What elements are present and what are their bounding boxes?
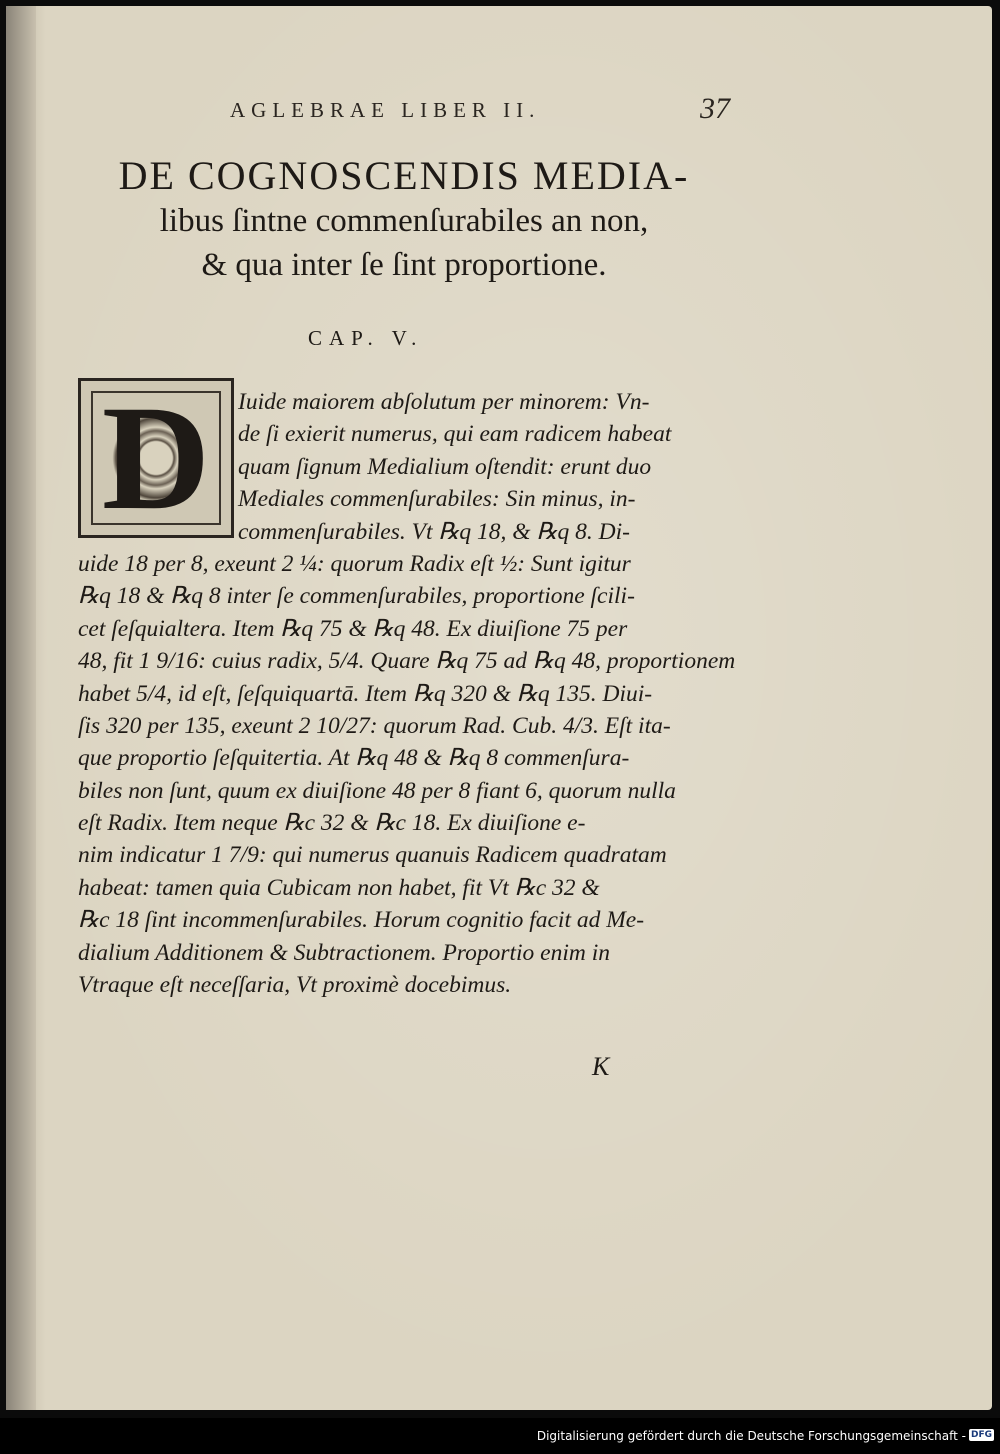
body-line: cet ſeſquialtera. Item ℞q 75 & ℞q 48. Ex diuiſione 75 per [78, 615, 628, 642]
funding-credit: Digitalisierung gefördert durch die Deutsche Forschungsgemeinschaft - [536, 1429, 966, 1443]
body-line: Vtraque eſt neceſſaria, Vt proximè docebimus. [78, 972, 512, 999]
body-line: commenſurabiles. Vt ℞q 18, & ℞q 8. Di- [238, 518, 630, 545]
body-line: uide 18 per 8, exeunt 2 ¼: quorum Radix eſt ½: Sunt igitur [78, 550, 631, 577]
decorated-initial [78, 375, 234, 541]
body-line: habeat: tamen quia Cubicam non habet, fit Vt ℞c 32 & [78, 874, 600, 901]
body-line: Iuide maiorem abſolutum per minorem: Vn- [238, 389, 650, 415]
initial-letter: D [101, 375, 211, 541]
body-line: que proportio ſeſquitertia. At ℞q 48 & ℞q 8 commenſura- [78, 745, 630, 772]
title-line-2: libus ſintne commenſurabiles an non, [159, 203, 649, 239]
page-gutter [6, 6, 36, 1410]
body-line: Mediales commenſurabiles: Sin minus, in- [238, 486, 636, 513]
title-line-1: DE COGNOSCENDIS MEDIA- [118, 153, 690, 198]
body-line: habet 5/4, id eſt, ſeſquiquartā. Item ℞q 320 & ℞q 135. Diui- [78, 680, 653, 707]
dfg-logo-icon: DFG [970, 1430, 992, 1440]
chapter-title [84, 152, 724, 287]
body-line: quam ſignum Medialium oſtendit: erunt duo [238, 453, 652, 480]
footer-bar [0, 1418, 1000, 1454]
running-head: AGLEBRAE LIBER II. [230, 98, 541, 122]
body-line: nim indicatur 1 7/9: qui numerus quanuis Radicem quadratam [78, 842, 667, 869]
title-line-3: & qua inter ſe ſint proportione. [201, 247, 607, 283]
body-line: de ſi exierit numerus, qui eam radicem habeat [238, 421, 672, 448]
body-line: eſt Radix. Item neque ℞c 32 & ℞c 18. Ex diuiſione e- [78, 810, 586, 837]
body-line: biles non ſunt, quum ex diuiſione 48 per 8 fiant 6, quorum nulla [78, 777, 676, 804]
body-line: dialium Additionem & Subtractionem. Proportio enim in [78, 939, 610, 966]
body-line: ſis 320 per 135, exeunt 2 10/27: quorum Rad. Cub. 4/3. Eſt ita- [78, 712, 671, 739]
chapter-number: CAP. V. [308, 326, 424, 350]
body-line: ℞q 18 & ℞q 8 inter ſe commenſurabiles, proportione ſcili- [78, 583, 635, 610]
page-number: 37 [700, 92, 730, 125]
body-line: 48, fit 1 9/16: cuius radix, 5/4. Quare ℞q 75 ad ℞q 48, proportionem [78, 648, 736, 675]
catchword: K [592, 1052, 610, 1081]
body-line: ℞c 18 ſint incommenſurabiles. Horum cognitio facit ad Me- [78, 907, 645, 934]
